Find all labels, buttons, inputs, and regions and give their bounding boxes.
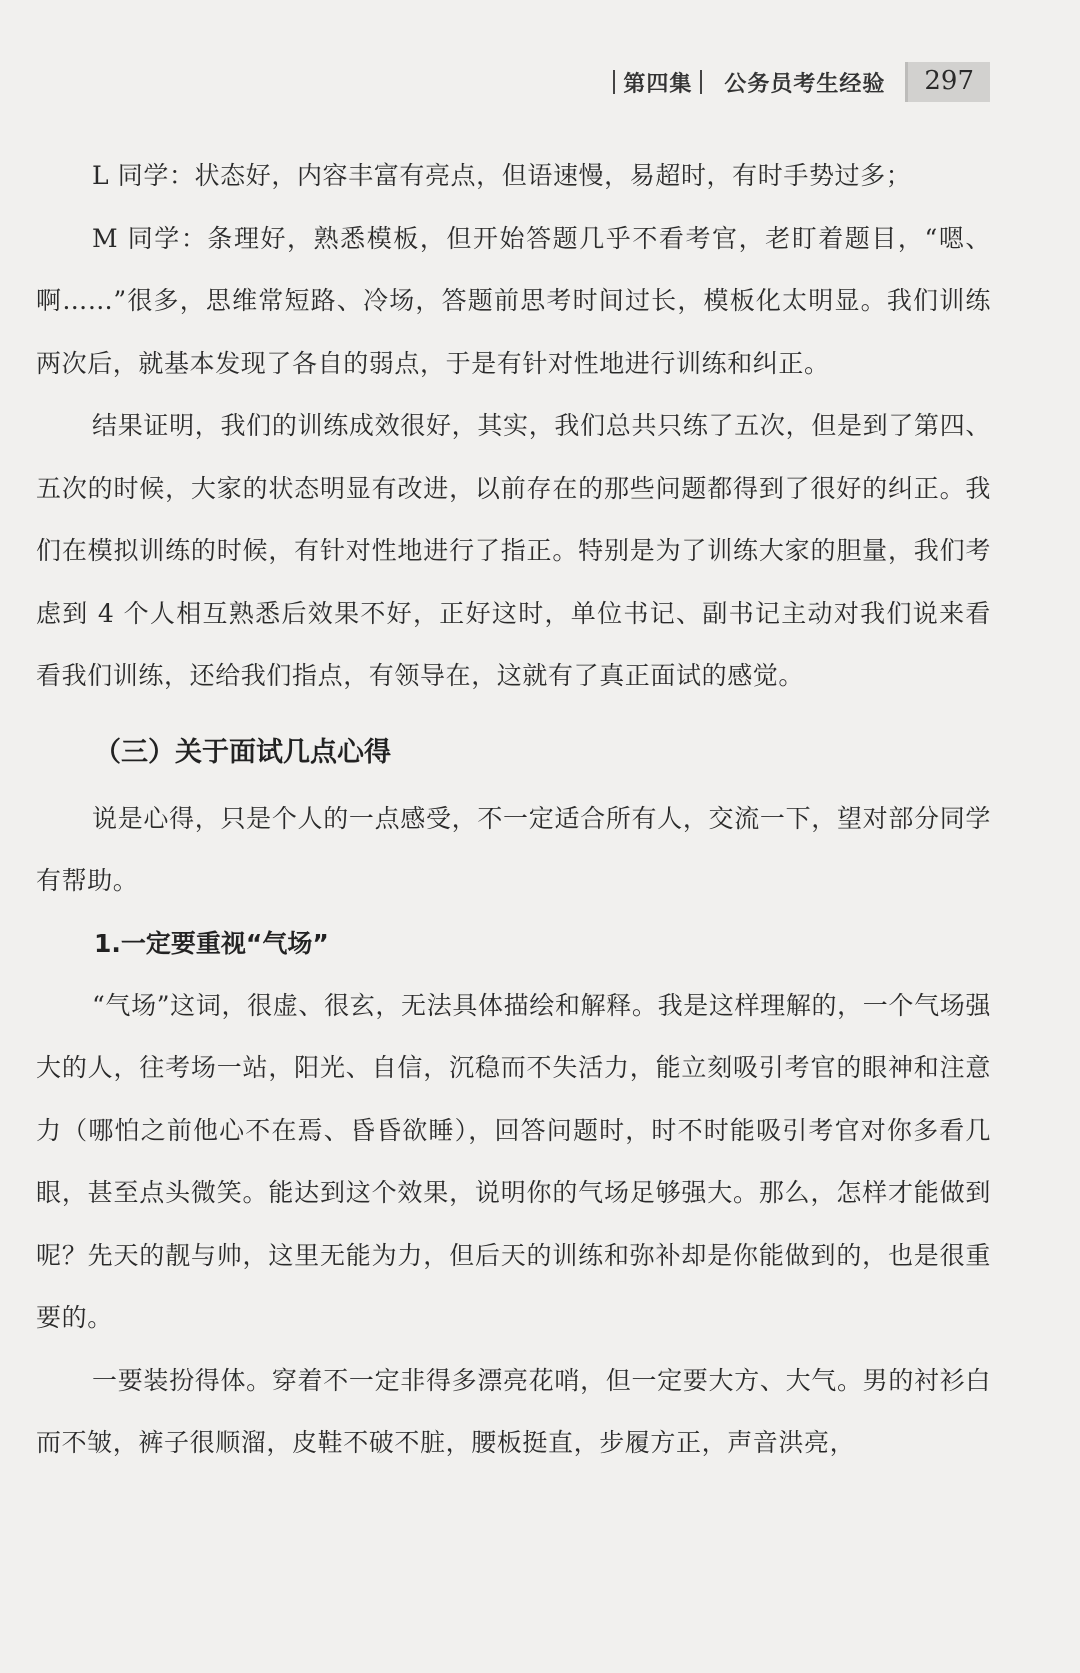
running-header	[605, 62, 990, 102]
page-number: 297	[924, 66, 974, 96]
header-book-title: 公务员考生经验	[724, 71, 886, 97]
paragraph-student-m: M 同学：条理好，熟悉模板，但开始答题几乎不看考官，老盯着题目，“嗯、啊……”很多，思维常短路、冷场，答题前思考时间过长，模板化太明显。我们训练两次后，就基本发现了各自的弱点，于是有针对性地进行训练和纠正。	[36, 223, 991, 378]
header-collection: 第四集	[623, 71, 693, 97]
paragraph-aura: “气场”这词，很虚、很玄，无法具体描绘和解释。我是这样理解的，一个气场强大的人，往考场一站，阳光、自信，沉稳而不失活力，能立刻吸引考官的眼神和注意力（哪怕之前他心不在焉、昏昏欲睡），回答问题时，时不时能吸引考官对你多看几眼，甚至点头微笑。能达到这个效果，说明你的气场足够强大。那么，怎样才能做到呢？先天的靓与帅，这里无能为力，但后天的训练和弥补却是你能做到的，也是很重要的。	[36, 990, 991, 1332]
subsection-heading: 1.一定要重视“气场”	[94, 928, 329, 958]
paragraph-student-l: L 同学：状态好，内容丰富有亮点，但语速慢，易超时，有时手势过多；	[92, 161, 912, 190]
header-divider	[613, 70, 615, 94]
paragraph-training-results: 结果证明，我们的训练成效很好，其实，我们总共只练了五次，但是到了第四、五次的时候，大家的状态明显有改进，以前存在的那些问题都得到了很好的纠正。我们在模拟训练的时候，有针对性地进行了指正。特别是为了训练大家的胆量，我们考虑到 4 个人相互熟悉后效果不好，正好这时，单位书记、副书记主动对我们说来看看我们训练，还给我们指点，有领导在，这就有了真正面试的感觉。	[36, 411, 991, 690]
section-heading: （三）关于面试几点心得	[94, 736, 391, 768]
body-text	[36, 145, 991, 1475]
header-divider	[700, 70, 702, 94]
paragraph-dress: 一要装扮得体。穿着不一定非得多漂亮花哨，但一定要大方、大气。男的衬衫白而不皱，裤子很顺溜，皮鞋不破不脏，腰板挺直，步履方正，声音洪亮，	[36, 1365, 991, 1457]
page-number-box	[905, 62, 990, 102]
paragraph-intro: 说是心得，只是个人的一点感受，不一定适合所有人，交流一下，望对部分同学有帮助。	[36, 803, 991, 895]
